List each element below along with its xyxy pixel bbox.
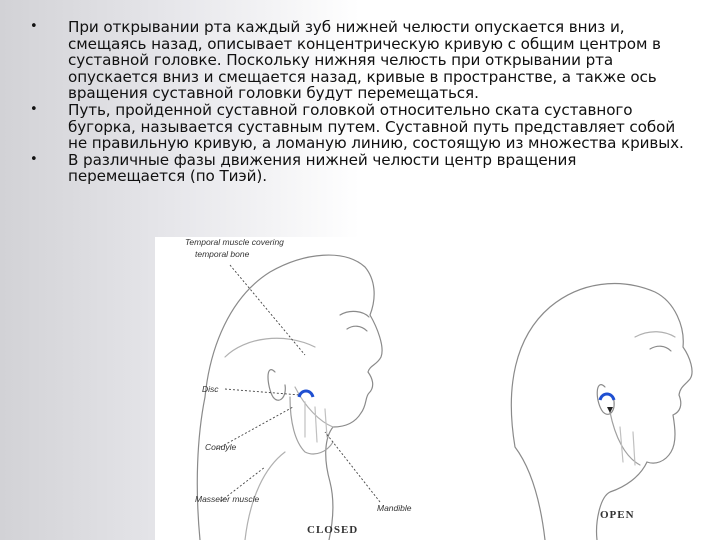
bullet-item-3: [30, 152, 690, 185]
label-temporal-muscle: Temporal muscle covering: [185, 237, 284, 247]
bullet-text-1: При открывании рта каждый зуб нижней челюсти опускается вниз и, смещаясь назад, описывает концентрическую кривую с общим центром в суставной головке. Поскольку нижняя челюсть при открывании рта опускается вниз и смещается назад, кривые в пространстве, а также ось вращения суставной головки будут перемещаться.: [68, 18, 661, 103]
closed-eye: [347, 326, 367, 331]
label-condyle: Condyle: [205, 442, 237, 452]
caption-closed: CLOSED: [307, 524, 359, 536]
bullet-text-3: В различные фазы движения нижней челюсти центр вращения перемещается (по Тиэй).: [68, 150, 577, 186]
bullet-marker: •: [30, 151, 38, 167]
label-mandible: Mandible: [377, 503, 412, 513]
open-head-outline: [511, 284, 692, 540]
caption-open: OPEN: [600, 509, 635, 521]
closed-brow: [340, 311, 369, 317]
label-temporal-bone: temporal bone: [195, 249, 250, 259]
bullet-list: [30, 19, 690, 185]
bullet-item-2: [30, 102, 690, 152]
label-disc: Disc: [202, 384, 219, 394]
bullet-marker: •: [30, 19, 38, 34]
label-masseter: Masseter muscle: [195, 494, 260, 504]
bullet-marker: •: [30, 101, 38, 117]
bullet-text-2: Путь, пройденной суставной головкой относительно ската суставного бугорка, называется суставным путем. Суставной путь представляет собой не правильную кривую, а ломаную линию, состоящую из множества кривых.: [68, 100, 684, 153]
open-eye: [650, 346, 671, 351]
closed-joint-arc: [299, 391, 313, 397]
jaw-illustration: [155, 237, 720, 540]
open-joint-arc: [600, 394, 614, 400]
closed-ear: [268, 370, 285, 401]
bullet-item-1: [30, 19, 690, 102]
